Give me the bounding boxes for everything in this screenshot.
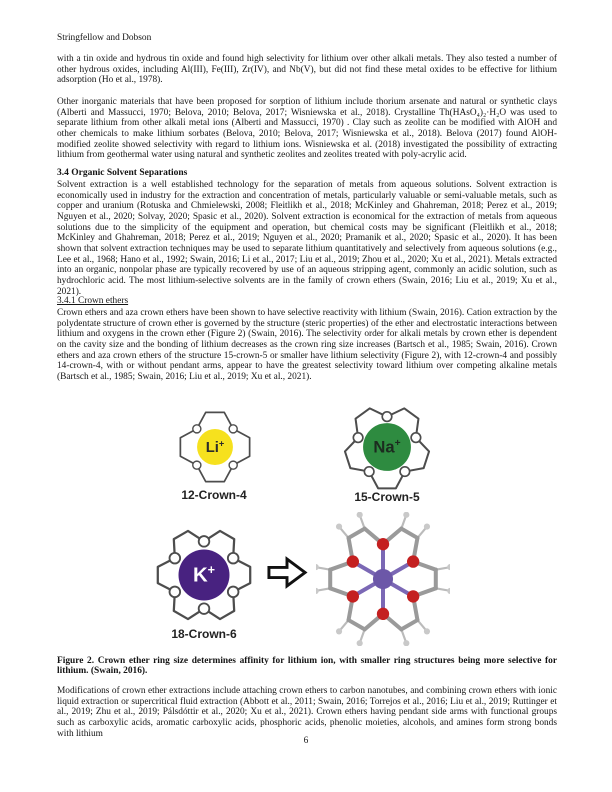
structure-12-crown-4-diagram: [176, 408, 254, 486]
figure-2-caption: Figure 2. Crown ether ring size determines affinity for lithium ion, with smaller ring structures being more selective for lithium. (Swain, 2016).: [57, 656, 557, 677]
subsection-heading-crown-ethers: 3.4.1 Crown ethers: [57, 296, 129, 306]
label-12-crown-4: 12-Crown-4: [181, 488, 247, 502]
paragraph-crown-ether-modifications: Modifications of crown ether extractions include attaching crown ethers to carbon nanotubes, and combining crown ethers with ionic liquid extraction or supercritical fluid extraction (Abbott et al., 2011; Swain, 2016; Torrejos et al., 2016; Liu et al., 2019; Ruttinger et al., 2019; Zhu et al., 2019; Pálsdóttir et al., 2020; Xu et al., 2021). Crown ethers having pendant side arms with functional groups such as carboxylic acids, aromatic carboxylic acids, phosphoric acids, phenolic moieties, alcohols, and amines form strong bonds with lithium: [57, 686, 557, 739]
svg-text:K+: K+: [192, 562, 216, 587]
paragraph-crown-ether-selectivity: Crown ethers and aza crown ethers have been shown to have selective reactivity with lithium (Swain, 2016). Cation extraction by the polydentate structure of crown ether is governed by the structure (steric properties) of the ether and electrostatic interactions between lithium and oxygens in the crown ether (Figure 2) (Swain, 2016). The selectivity order for alkali metals by crown ether is dependent on the cavity size and the bonding of lithium decreases as the crown ring size increases (Bartsch et al., 1985; Swain, 2016). Crown ethers and aza crown ethers of the structure 15-crown-5 or smaller have lithium selectivity (Figure 2), with 12-crown-4 and possibly 14-crown-4, with or without pendant arms, appear to have the greatest selectivity toward lithium over competing alkaline metals (Bartsch et al., 1985; Swain, 2016; Liu et al., 2019; Xu et al., 2021).: [57, 308, 557, 382]
structure-15-crown-5-diagram: [341, 401, 433, 493]
paragraph-inorganic-materials: Other inorganic materials that have been proposed for sorption of lithium include thorium arsenate and natural or synthetic clays (Alberti and Massucci, 1970; Belova, 2010; Belova, 2017; Wisniewska et al., 2018). Crystalline Th(HAsO₄)₂·H₂O was used to separate lithium from other alkali metal ions (Alberti and Massucci, 1970) . Clay such as zeolite can be modified with AlOH and other chemicals to make lithium sorbates (Belova, 2010; Belova, 2017; Wisniewska et al., 2018). Belova (2017) found AlOH-modified zeolite showed selectivity with regard to lithium ions. Wisniewska et al. (2018) investigated the possibility of extracting lithium from geothermal water using natural and synthetic zeolites and zeolites treated with poly-acrylic acid.: [57, 97, 557, 161]
page-number: 6: [303, 736, 309, 746]
section-heading-organic-solvent-separations: 3.4 Organic Solvent Separations: [57, 168, 188, 178]
structure-18-crown-6-diagram: [153, 524, 255, 626]
right-arrow-icon: [266, 554, 308, 591]
figure-2-crown-ethers: [57, 400, 557, 652]
paragraph-lithium-adsorption: with a tin oxide and hydrous tin oxide and found high selectivity for lithium over other alkali metals. They also tested a number of other hydrous oxides, including Al(III), Fe(III), Zr(IV), and Nb(V), but did not find these metal oxides to be effective for lithium adsorption (Ho et al., 1978).: [57, 54, 557, 86]
crown-ether-ion-complex-model: [316, 512, 450, 646]
svg-text:Li+: Li+: [205, 438, 225, 456]
paragraph-solvent-extraction: Solvent extraction is a well established technology for the separation of metals from aqueous solutions. Solvent extraction is economically used in industry for the extraction and concentration of metals, particularly valuable or semi-valuable metals, such as copper and uranium (Rotuska and Chmielewski, 2008; Fleitlikh et al., 2018; McKinley and Ghahreman, 2018; Perez et al., 2019; Nguyen et al., 2020; Solvay, 2020; Spasic et al., 2020). Solvent extraction is economical for the extraction of metals from aqueous solutions due to the simplicity of the equipment and operation, but chemical costs may be significant (Fleitlikh et al., 2018; McKinley and Ghahreman, 2018; Perez et al., 2019; Nguyen et al., 2020; Pramanik et al., 2020; Spasic et al., 2020). It has been shown that solvent extraction techniques may be used to separate lithium quantitatively and selectively from aqueous solutions (e.g., Lee et al., 1968; Hano et al., 1992; Swain, 2016; Li et al., 2017; Liu et al., 2019; Zhou et al., 2020; Xu et al., 2021). Metals extracted into an organic, nonpolar phase are typically recovered by use of an aqueous stripping agent, commonly an acidic solution, such as hydrochloric acid. The most lithium-selective solvents are in the family of crown ethers (Swain, 2016; Liu et al., 2019; Xu et al., 2021).: [57, 180, 557, 297]
label-15-crown-5: 15-Crown-5: [354, 490, 420, 504]
label-18-crown-6: 18-Crown-6: [171, 627, 237, 641]
running-head: Stringfellow and Dobson: [57, 33, 152, 43]
svg-text:Na+: Na+: [373, 437, 401, 457]
